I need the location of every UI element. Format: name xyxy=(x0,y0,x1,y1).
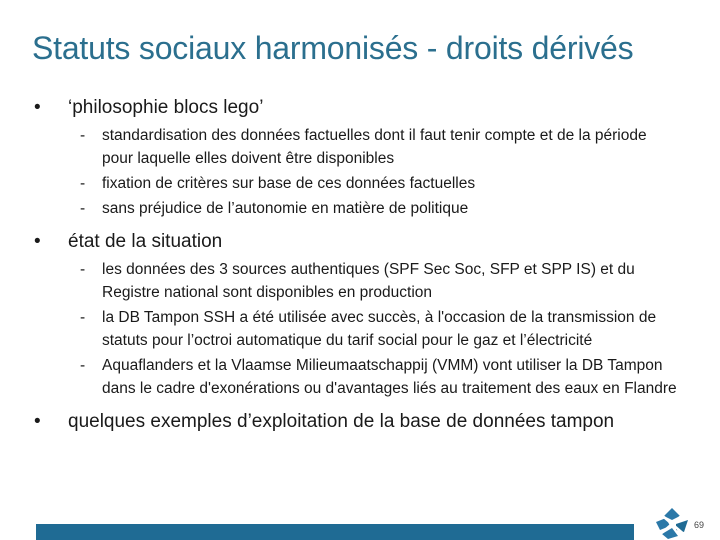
list-item: - les données des 3 sources authentiques (SPF Sec Soc, SFP et SPP IS) et du Registre national sont disponibles en production xyxy=(80,261,635,301)
sub-list xyxy=(30,124,680,220)
page-number: 69 xyxy=(694,520,705,530)
section-heading: quelques exemples d’exploitation de la base de données tampon xyxy=(68,411,615,432)
section-philosophy xyxy=(30,96,680,220)
list-item: - sans préjudice de l’autonomie en matière de politique xyxy=(80,200,469,217)
footer-bar xyxy=(36,524,634,540)
list-item: - Aquaflanders et la Vlaamse Milieumaatschappij (VMM) vont utiliser la DB Tampon dans le cadre d'exonérations ou d'avantages liés au traitement des eaux en Flandre xyxy=(80,357,677,397)
bullet: • xyxy=(34,231,41,252)
list-item: - standardisation des données factuelles dont il faut tenir compte et de la période pour laquelle elles doivent être disponibles xyxy=(80,127,647,167)
slide-content xyxy=(30,96,680,444)
ksz-logo-icon xyxy=(652,506,692,540)
slide-title: Statuts sociaux harmonisés - droits dérivés xyxy=(32,30,634,66)
list-item: - la DB Tampon SSH a été utilisée avec succès, à l'occasion de la transmission de statuts pour l’octroi automatique du tarif social pour le gaz et l’électricité xyxy=(80,309,657,349)
section-heading: ‘philosophie blocs lego’ xyxy=(68,97,264,118)
section-examples xyxy=(30,410,680,434)
section-status xyxy=(30,230,680,400)
bullet: • xyxy=(34,411,41,432)
list-item: - fixation de critères sur base de ces données factuelles xyxy=(80,175,476,192)
section-heading: état de la situation xyxy=(68,231,223,252)
sub-list xyxy=(30,258,680,400)
bullet: • xyxy=(34,97,41,118)
